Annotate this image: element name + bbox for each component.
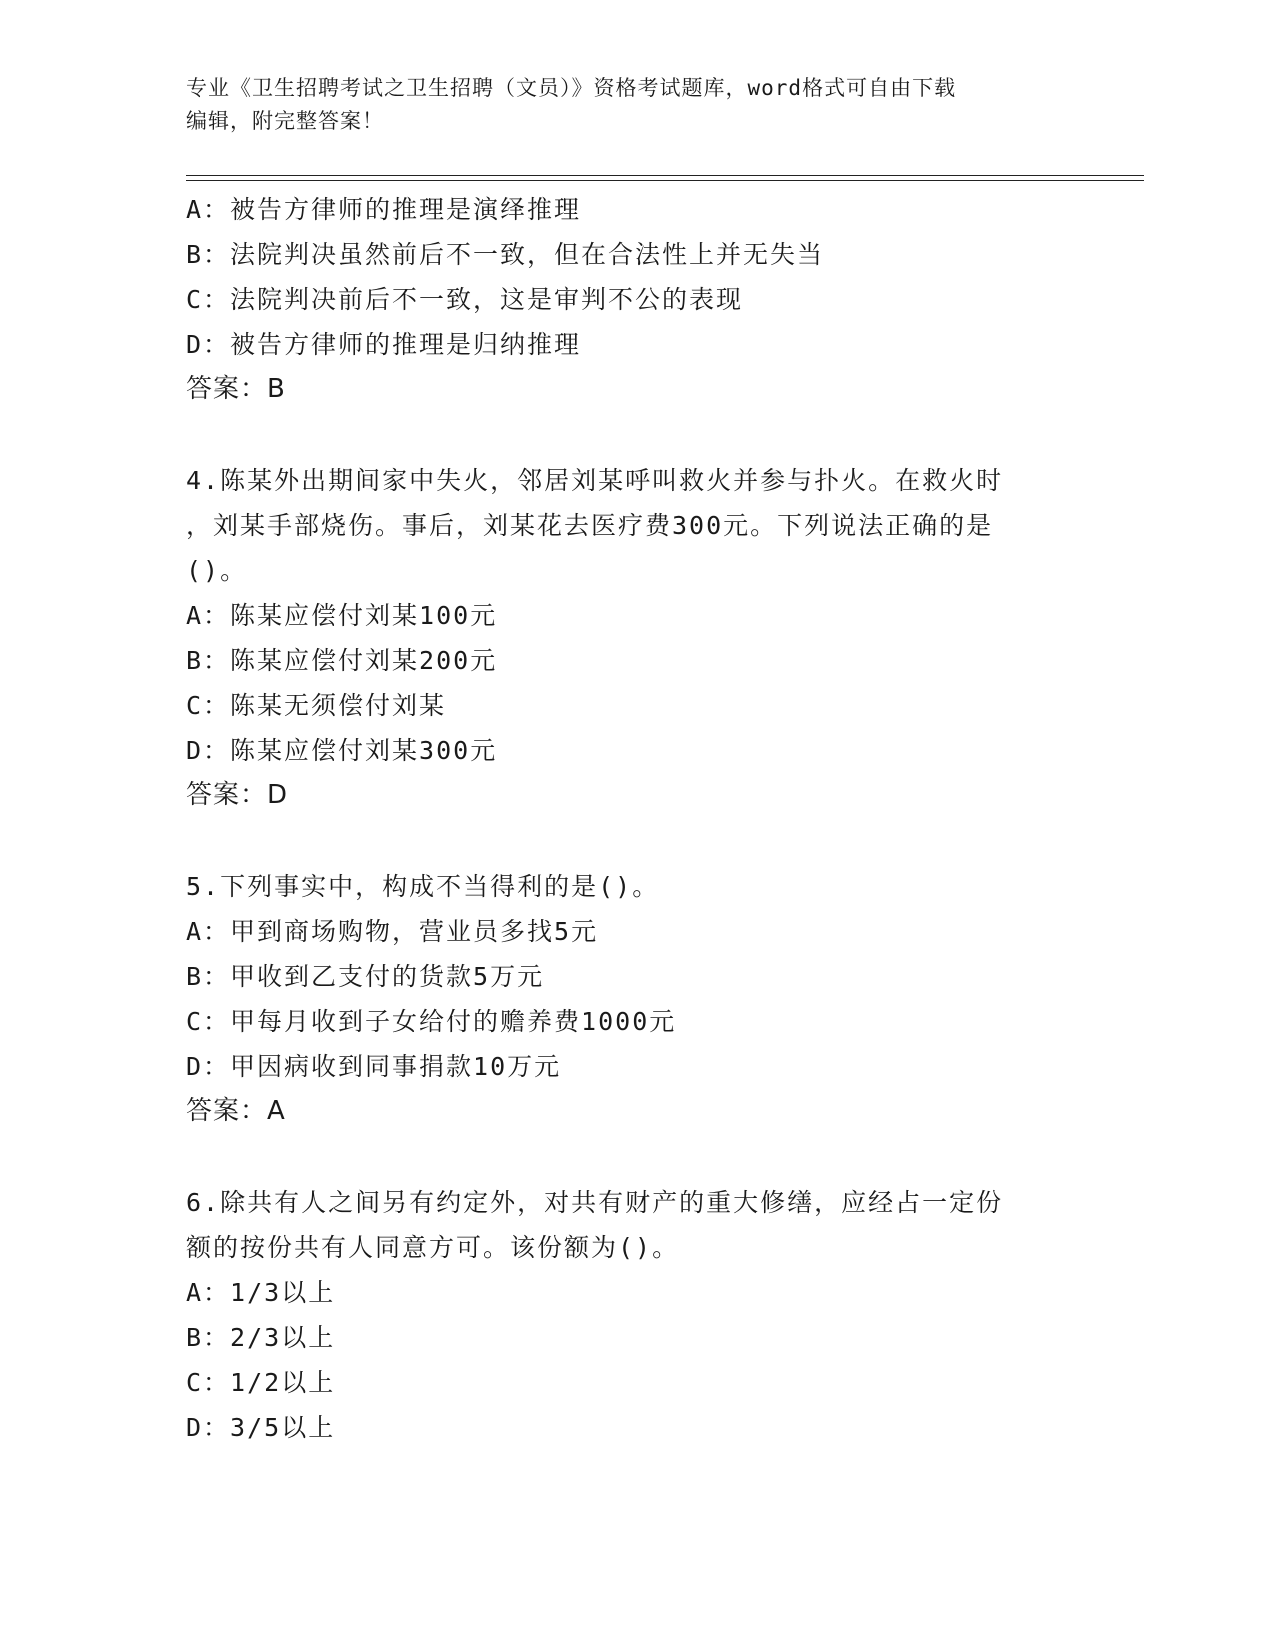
header-line-1: 专业《卫生招聘考试之卫生招聘（文员）》资格考试题库，word格式可自由下载 [186,76,957,100]
option-a: A：1/3以上 [186,1278,336,1307]
option-d: D：陈某应偿付刘某300元 [186,736,498,765]
header-divider-top [186,175,1144,176]
document-header [186,72,1066,138]
option-a: A：被告方律师的推理是演绎推理 [186,195,582,224]
header-divider-bottom [186,180,1144,181]
answer-line: 答案：B [186,374,286,404]
option-c: C：1/2以上 [186,1368,336,1397]
answer-line: 答案：A [186,1096,286,1126]
question-4 [186,458,1086,818]
header-line-2: 编辑，附完整答案！ [186,109,384,133]
option-d: D：3/5以上 [186,1413,336,1442]
option-b: B：陈某应偿付刘某200元 [186,646,498,675]
option-d: D：被告方律师的推理是归纳推理 [186,330,582,359]
question-list [186,187,1086,1450]
option-a: A：陈某应偿付刘某100元 [186,601,498,630]
option-b: B：法院判决虽然前后不一致，但在合法性上并无失当 [186,240,825,269]
option-b: B：2/3以上 [186,1323,336,1352]
option-a: A：甲到商场购物，营业员多找5元 [186,917,599,946]
option-c: C：甲每月收到子女给付的赡养费1000元 [186,1007,677,1036]
question-stem [186,864,1086,909]
question-3 [186,187,1086,412]
stem-line-1: 6.除共有人之间另有约定外，对共有财产的重大修缮，应经占一定份 [186,1188,1004,1217]
question-6 [186,1180,1086,1450]
stem-line-2: 额的按份共有人同意方可。该份额为()。 [186,1233,680,1262]
option-d: D：甲因病收到同事捐款10万元 [186,1052,562,1081]
option-c: C：法院判决前后不一致，这是审判不公的表现 [186,285,744,314]
question-stem [186,458,1086,593]
stem-line-1: 5.下列事实中，构成不当得利的是()。 [186,872,660,901]
answer-line: 答案：D [186,780,289,810]
stem-line-2: ，刘某手部烧伤。事后，刘某花去医疗费300元。下列说法正确的是 [186,511,994,540]
option-c: C：陈某无须偿付刘某 [186,691,447,720]
stem-line-3: ()。 [186,556,248,585]
spacer [186,412,1086,458]
question-5 [186,864,1086,1134]
spacer [186,1134,1086,1180]
option-b: B：甲收到乙支付的货款5万元 [186,962,545,991]
stem-line-1: 4.陈某外出期间家中失火，邻居刘某呼叫救火并参与扑火。在救火时 [186,466,1004,495]
question-stem [186,1180,1086,1270]
spacer [186,818,1086,864]
